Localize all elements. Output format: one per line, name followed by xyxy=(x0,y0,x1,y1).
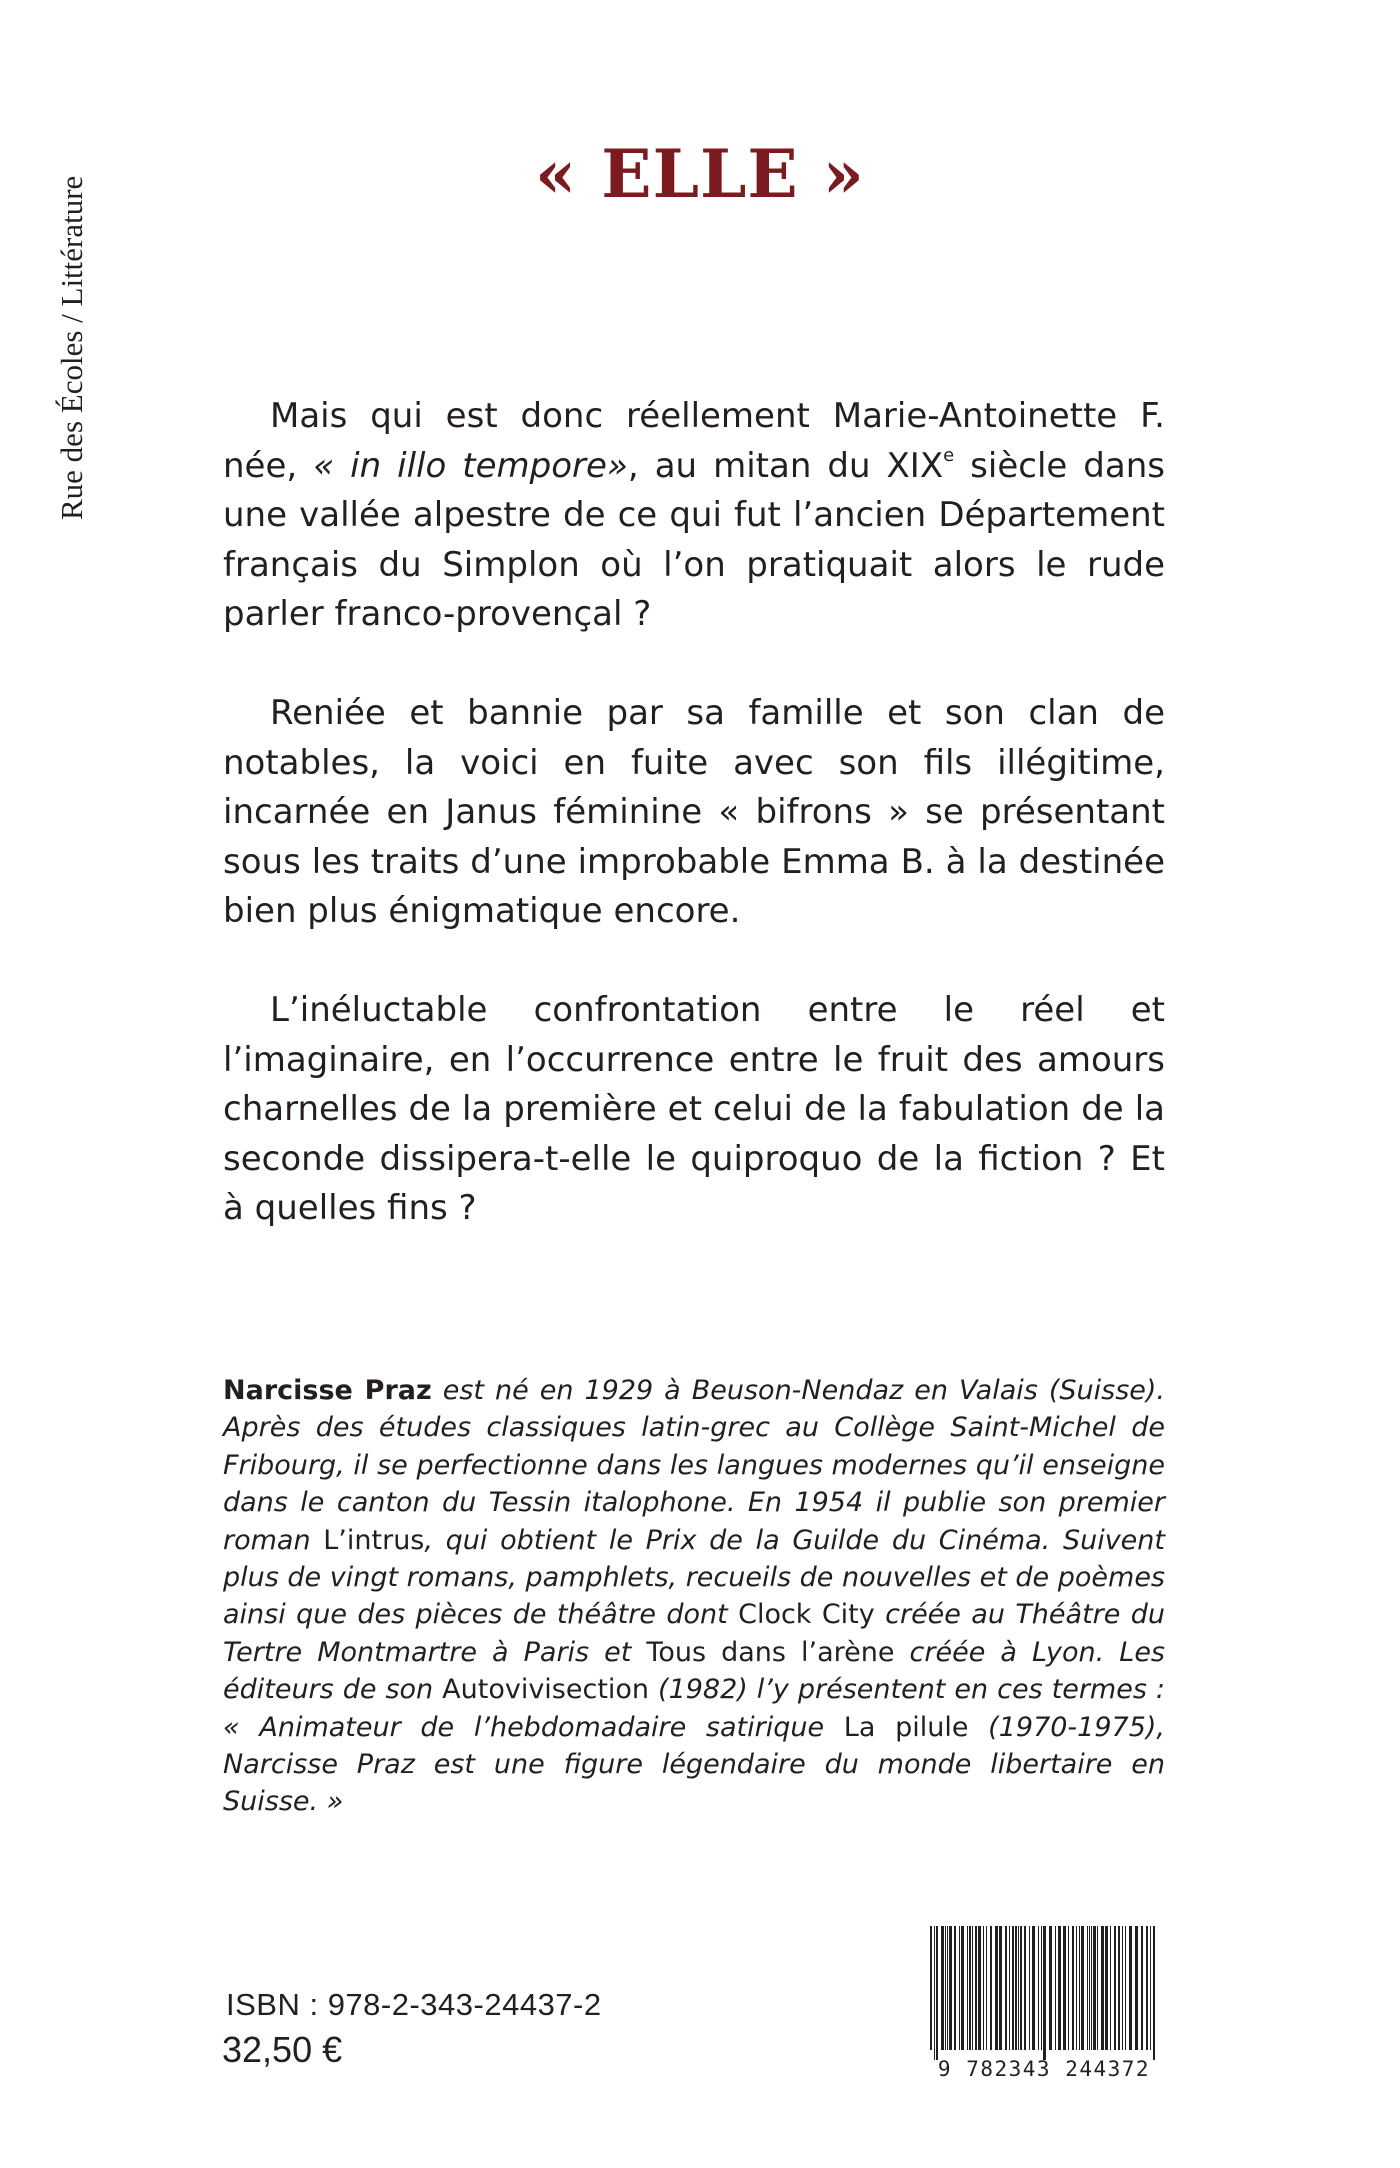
work-title: Tous dans l’arène xyxy=(646,1636,895,1668)
barcode-bar xyxy=(999,1926,1002,2050)
barcode-bar xyxy=(934,1926,935,2060)
barcode-bar xyxy=(1072,1926,1074,2050)
barcode-bar xyxy=(1058,1926,1061,2050)
work-title: L’intrus xyxy=(323,1524,425,1556)
barcode-digits: 9 782343 244372 xyxy=(937,2057,1151,2081)
barcode-bar xyxy=(1097,1926,1098,2050)
blurb-paragraph-3: L’inéluctable confrontation entre le réel et l’imaginaire, en l’occurrence entre le fruit des amours charnelles de la première et celui de la fabulation de la seconde dissipera-t-elle le quiproquo de la fiction ? Et à quelles fins ? xyxy=(223,990,1165,1228)
barcode-bar xyxy=(1079,1926,1080,2050)
barcode-bar xyxy=(1041,1926,1042,2050)
barcode xyxy=(922,1922,1166,2082)
barcode-bar xyxy=(978,1926,981,2050)
barcode-bar xyxy=(967,1926,968,2050)
blurb xyxy=(223,392,1165,1283)
work-title: Autovivisection xyxy=(442,1674,650,1706)
barcode-bar xyxy=(1091,1926,1092,2050)
barcode-bar xyxy=(949,1926,952,2050)
barcode-bar xyxy=(1135,1926,1138,2050)
barcode-bar xyxy=(1122,1926,1123,2050)
barcode-bar xyxy=(983,1926,984,2050)
work-title: La pilule xyxy=(843,1711,969,1743)
barcode-bar xyxy=(975,1926,977,2050)
barcode-bar xyxy=(1087,1926,1088,2050)
barcode-bar xyxy=(1032,1926,1035,2050)
barcode-bar xyxy=(995,1926,998,2050)
barcode-bar xyxy=(1081,1926,1084,2050)
barcode-bar xyxy=(990,1926,992,2050)
barcode-bar xyxy=(947,1926,948,2050)
barcode-bar xyxy=(1125,1926,1126,2050)
barcode-bar xyxy=(1009,1926,1010,2050)
author-bio: Narcisse Praz est né en 1929 à Beuson-Nendaz en Valais (Suisse). Après des études classiques latin-grec au Collège Saint-Michel de Fribourg, il se perfectionne dans les langues modernes qu’il enseigne dans le canton du Tessin italophone. En 1954 il publie son premier roman L’intrus, qui obtient le Prix de la Guilde du Cinéma. Suivent plus de vingt romans, pamphlets, recueils de nouvelles et de poèmes ainsi que des pièces de théâtre dont Clock City créée au Théâtre du Tertre Montmartre à Paris et Tous dans l’arène créée à Lyon. Les éditeurs de son Autovivisection (1982) l’y présentent en ces termes : « Animateur de l’hebdomadaire satirique La pilule (1970-1975), Narcisse Praz est une figure légendaire du monde libertaire en Suisse. » xyxy=(223,1375,1166,1818)
barcode-bar xyxy=(969,1926,971,2050)
barcode-bar xyxy=(1015,1926,1017,2050)
barcode-bar xyxy=(945,1926,946,2050)
barcode-bar xyxy=(1055,1926,1056,2050)
author-name: Narcisse Praz xyxy=(223,1375,432,1406)
barcode-bar xyxy=(1105,1926,1108,2050)
spine-collection-label: Rue des Écoles / Littérature xyxy=(54,175,89,520)
barcode-bar xyxy=(1029,1926,1030,2050)
blurb-paragraph-2: Reniée et bannie par sa famille et son clan de notables, la voici en fuite avec son fils illégitime, incarnée en Janus féminine « bifrons » se présentant sous les traits d’une improbable Emma B. à la destinée bien plus énigmatique encore. xyxy=(223,693,1165,931)
barcode-bar xyxy=(936,1926,938,2060)
barcode-bar xyxy=(1012,1926,1014,2050)
barcode-bar xyxy=(1018,1926,1019,2050)
barcode-bar xyxy=(1063,1926,1066,2050)
barcode-bar xyxy=(1049,1926,1052,2050)
barcode-bar xyxy=(959,1926,960,2050)
barcode-bar xyxy=(1038,1926,1039,2050)
barcode-bar xyxy=(1114,1926,1116,2050)
barcode-bar xyxy=(1093,1926,1096,2050)
barcode-bar xyxy=(1101,1926,1104,2050)
barcode-bar xyxy=(954,1926,956,2050)
book-title: « ELLE » xyxy=(535,135,865,213)
barcode-bar xyxy=(930,1926,932,2050)
barcode-bar xyxy=(1068,1926,1069,2050)
barcode-bar xyxy=(986,1926,987,2050)
barcode-bar xyxy=(1146,1926,1148,2050)
barcode-bar xyxy=(1118,1926,1120,2050)
barcode-bar xyxy=(1043,1926,1046,2060)
latin-phrase: « in illo tempore» xyxy=(313,445,628,486)
century-superscript: e xyxy=(943,444,955,466)
barcode-bar xyxy=(1141,1926,1143,2050)
barcode-bar xyxy=(1005,1926,1007,2050)
blurb-paragraph-1: Mais qui est donc réellement Marie-Antoinette F. née, « in illo tempore», au mitan du XIXe siècle dans une vallée alpestre de ce qui fut l’ancien Département français du Simplon où l’on pratiquait alors le rude parler franco-provençal ? xyxy=(223,396,1165,634)
barcode-bar xyxy=(1089,1926,1090,2050)
barcode-bar xyxy=(941,1926,944,2050)
barcode-bar xyxy=(1129,1926,1132,2050)
work-title: Clock City xyxy=(738,1599,875,1631)
barcode-bar xyxy=(1153,1926,1155,2060)
barcode-bar xyxy=(961,1926,964,2050)
barcode-bar xyxy=(1150,1926,1151,2050)
barcode-bar xyxy=(1024,1926,1026,2050)
barcode-bar xyxy=(972,1926,973,2050)
barcode-bar xyxy=(1076,1926,1077,2050)
barcode-bar xyxy=(1020,1926,1022,2050)
barcode-bar xyxy=(1110,1926,1111,2050)
price: 32,50 € xyxy=(222,2029,343,2070)
isbn: ISBN : 978-2-343-24437-2 xyxy=(226,1987,602,2022)
